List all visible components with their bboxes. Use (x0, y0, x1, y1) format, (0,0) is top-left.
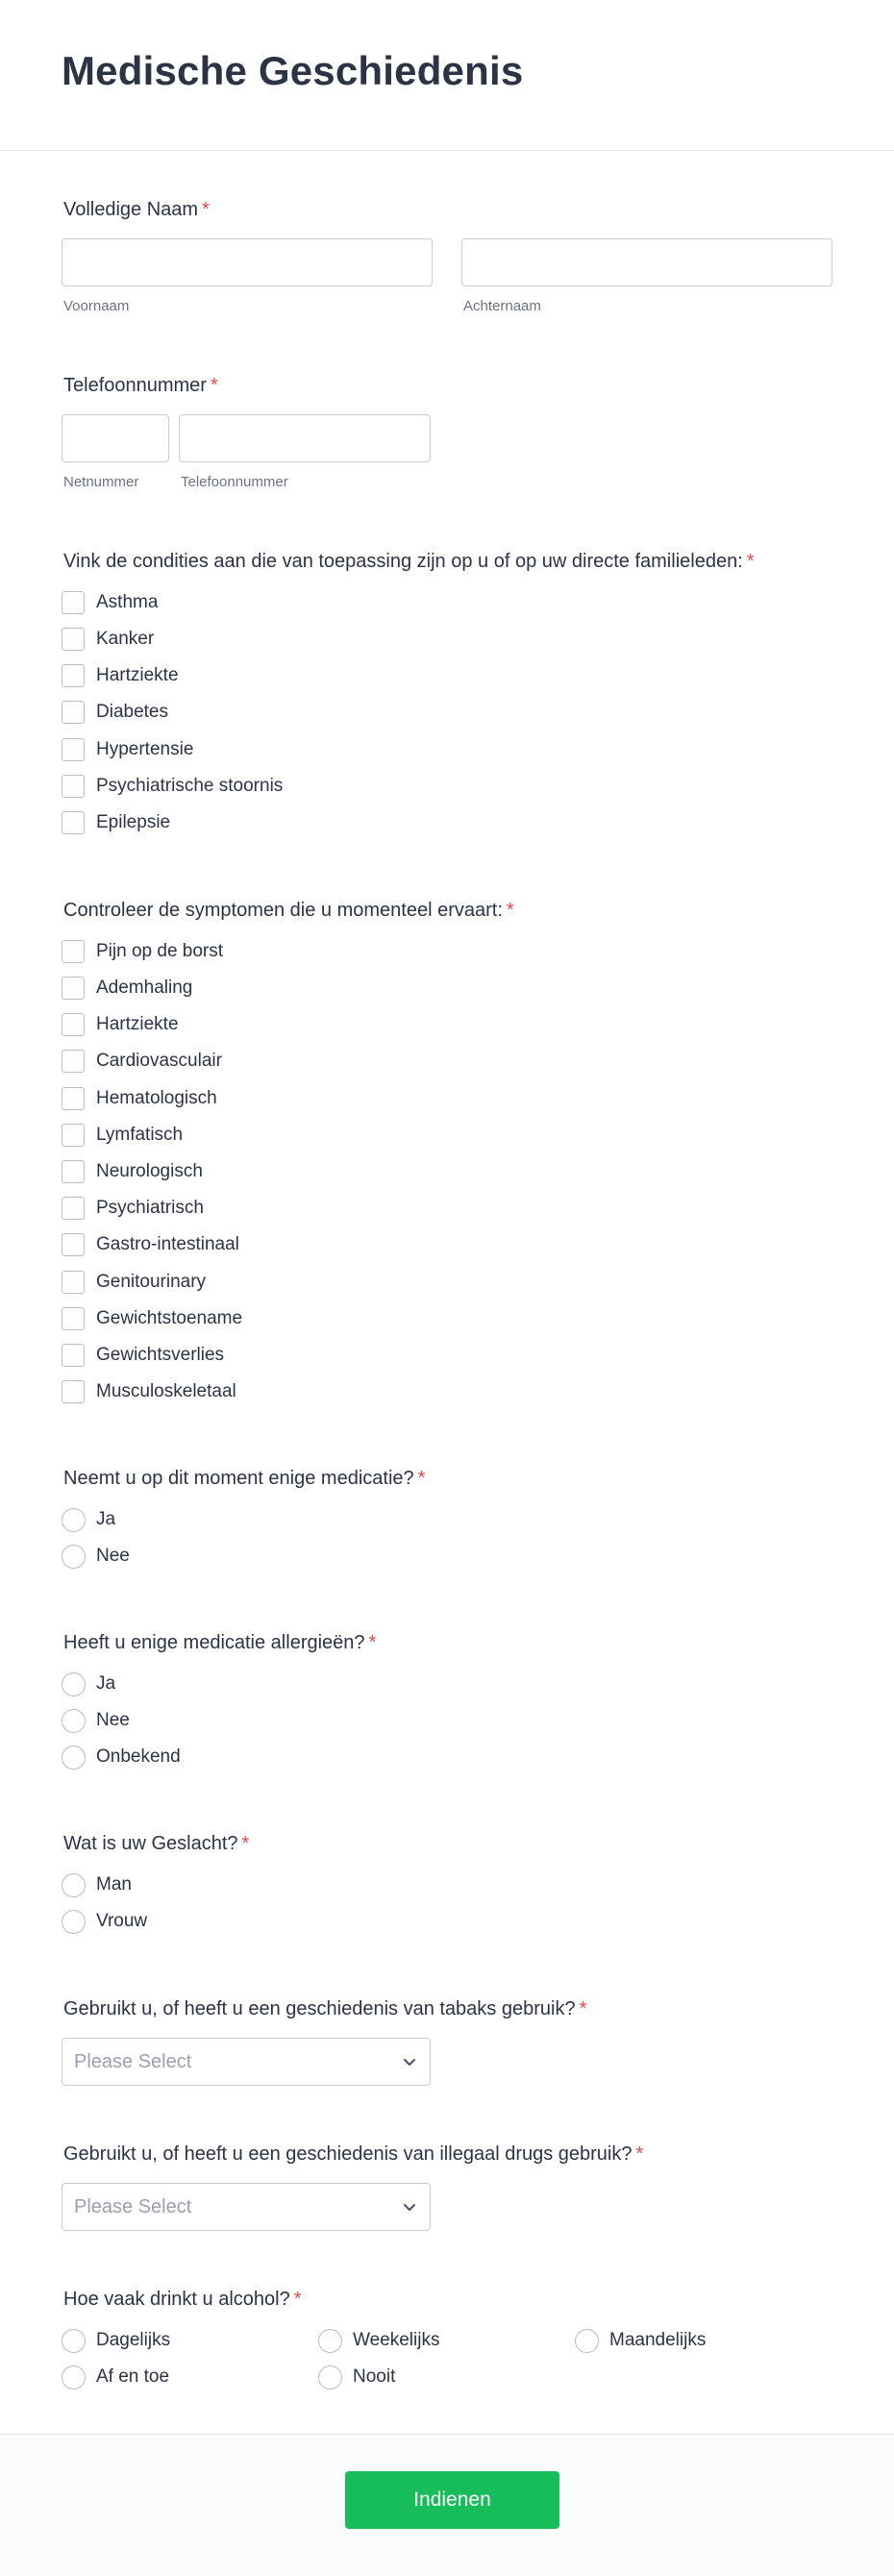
symptom-option[interactable]: Genitourinary (63, 1270, 206, 1295)
allergies-option[interactable]: Ja (63, 1672, 115, 1697)
checkbox[interactable] (62, 1087, 85, 1110)
symptom-option[interactable]: Ademhaling (63, 976, 192, 1001)
required-mark: * (746, 551, 755, 572)
checkbox[interactable] (62, 811, 85, 834)
radio-button[interactable] (62, 1508, 86, 1532)
symptom-option[interactable]: Hartziekte (63, 1012, 179, 1037)
required-mark: * (202, 199, 210, 220)
allergies-field (63, 1630, 831, 1784)
condition-option[interactable]: Hypertensie (63, 737, 193, 762)
radio-button[interactable] (62, 1545, 86, 1569)
allergies-label: Heeft u enige medicatie allergieën? * (63, 1632, 377, 1653)
alcohol-option[interactable]: Maandelijks (577, 2328, 706, 2353)
radio-button[interactable] (62, 1709, 86, 1733)
radio-button[interactable] (62, 1873, 86, 1897)
checkbox[interactable] (62, 1271, 85, 1294)
alcohol-option[interactable]: Dagelijks (63, 2328, 170, 2353)
symptom-option[interactable]: Psychiatrisch (63, 1196, 204, 1221)
form-header (0, 0, 894, 151)
radio-button[interactable] (62, 2365, 86, 2390)
area-code-input[interactable] (62, 414, 169, 462)
gender-field (63, 1831, 831, 1946)
checkbox[interactable] (62, 1233, 85, 1256)
radio-button[interactable] (62, 1910, 86, 1934)
form-footer (0, 2434, 894, 2576)
checkbox[interactable] (62, 738, 85, 761)
checkbox[interactable] (62, 977, 85, 1000)
gender-option[interactable]: Vrouw (63, 1909, 147, 1934)
select-placeholder: Please Select (74, 2195, 192, 2217)
medication-option[interactable]: Nee (63, 1544, 130, 1569)
first-name-input[interactable] (62, 238, 433, 286)
alcohol-label: Hoe vaak drinkt u alcohol? * (63, 2289, 302, 2310)
radio-button[interactable] (62, 1672, 86, 1697)
full-name-label: Volledige Naam * (63, 199, 210, 220)
checkbox[interactable] (62, 591, 85, 614)
required-mark: * (579, 1998, 587, 2019)
required-mark: * (368, 1632, 377, 1653)
last-name-input[interactable] (461, 238, 832, 286)
full-name-field (63, 197, 831, 322)
drugs-label: Gebruikt u, of heeft u een geschiedenis van illegaal drugs gebruik? * (63, 2143, 644, 2165)
radio-button[interactable] (62, 1746, 86, 1770)
required-mark: * (210, 375, 218, 396)
alcohol-option[interactable]: Weekelijks (320, 2328, 439, 2353)
symptoms-label: Controleer de symptomen die u momenteel ervaart: * (63, 900, 514, 921)
checkbox[interactable] (62, 1013, 85, 1036)
symptom-option[interactable]: Gewichtsverlies (63, 1343, 224, 1368)
page-title: Medische Geschiedenis (62, 48, 524, 93)
gender-option[interactable]: Man (63, 1872, 132, 1897)
condition-option[interactable]: Hartziekte (63, 663, 179, 688)
checkbox[interactable] (62, 701, 85, 724)
medication-option[interactable]: Ja (63, 1507, 115, 1532)
checkbox[interactable] (62, 1307, 85, 1330)
checkbox[interactable] (62, 1124, 85, 1147)
symptom-option[interactable]: Musculoskeletaal (63, 1379, 236, 1404)
required-mark: * (293, 2289, 302, 2310)
allergies-option[interactable]: Nee (63, 1708, 130, 1733)
conditions-label: Vink de condities aan die van toepassing zijn op u of op uw directe familieleden: * (63, 551, 755, 572)
condition-option[interactable]: Psychiatrische stoornis (63, 774, 283, 799)
alcohol-field (63, 2287, 831, 2402)
required-mark: * (506, 900, 514, 921)
radio-button[interactable] (318, 2365, 342, 2390)
symptom-option[interactable]: Hematologisch (63, 1086, 217, 1111)
phone-field (63, 373, 831, 498)
chevron-down-icon (401, 2053, 418, 2070)
first-name-sublabel: Voornaam (63, 298, 130, 314)
phone-number-sublabel: Telefoonnummer (181, 474, 288, 490)
condition-option[interactable]: Asthma (63, 590, 158, 615)
symptoms-field (63, 898, 831, 1417)
required-mark: * (241, 1833, 250, 1854)
alcohol-option[interactable]: Af en toe (63, 2365, 169, 2390)
symptom-option[interactable]: Cardiovasculair (63, 1049, 222, 1074)
condition-option[interactable]: Epilepsie (63, 810, 170, 835)
alcohol-option[interactable]: Nooit (320, 2365, 395, 2390)
condition-option[interactable]: Diabetes (63, 700, 168, 725)
required-mark: * (417, 1468, 426, 1489)
checkbox[interactable] (62, 1160, 85, 1183)
checkbox[interactable] (62, 1380, 85, 1403)
checkbox[interactable] (62, 940, 85, 963)
radio-button[interactable] (62, 2329, 86, 2353)
checkbox[interactable] (62, 664, 85, 687)
select-placeholder: Please Select (74, 2050, 192, 2072)
phone-label: Telefoonnummer * (63, 375, 218, 396)
drugs-field (63, 2142, 831, 2238)
checkbox[interactable] (62, 775, 85, 798)
phone-number-input[interactable] (179, 414, 431, 462)
medication-field (63, 1466, 831, 1581)
tobacco-label: Gebruikt u, of heeft u een geschiedenis van tabaks gebruik? * (63, 1998, 587, 2019)
symptom-option[interactable]: Gewichtstoename (63, 1306, 242, 1331)
checkbox[interactable] (62, 1197, 85, 1220)
conditions-field (63, 549, 831, 856)
allergies-option[interactable]: Onbekend (63, 1745, 181, 1770)
area-code-sublabel: Netnummer (63, 474, 139, 490)
required-mark: * (635, 2143, 644, 2165)
drugs-select[interactable] (62, 2183, 431, 2231)
checkbox[interactable] (62, 1050, 85, 1073)
symptom-option[interactable]: Neurologisch (63, 1159, 203, 1184)
medication-label: Neemt u op dit moment enige medicatie? * (63, 1468, 426, 1489)
tobacco-field (63, 1996, 831, 2093)
radio-button[interactable] (318, 2329, 342, 2353)
checkbox[interactable] (62, 628, 85, 651)
last-name-sublabel: Achternaam (463, 298, 541, 314)
checkbox[interactable] (62, 1344, 85, 1367)
submit-button[interactable]: Indienen (345, 2471, 559, 2529)
gender-label: Wat is uw Geslacht? * (63, 1833, 250, 1854)
symptom-option[interactable]: Pijn op de borst (63, 939, 223, 964)
radio-button[interactable] (575, 2329, 599, 2353)
symptom-option[interactable]: Lymfatisch (63, 1123, 183, 1148)
condition-option[interactable]: Kanker (63, 627, 154, 652)
tobacco-select[interactable] (62, 2038, 431, 2086)
symptom-option[interactable]: Gastro-intestinaal (63, 1232, 239, 1257)
chevron-down-icon (401, 2198, 418, 2216)
